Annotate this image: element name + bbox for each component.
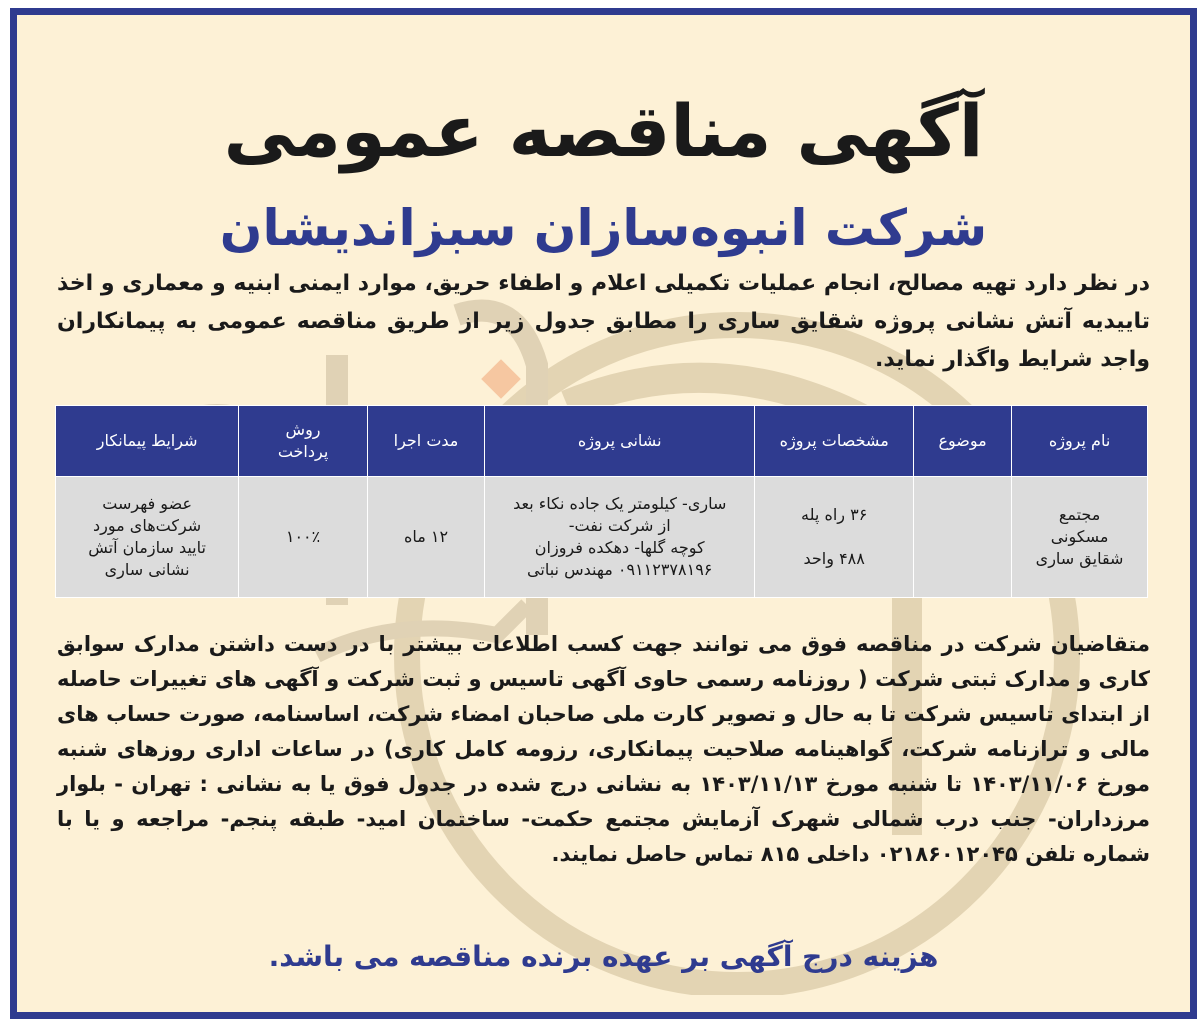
cell-project-specs: ۳۶ راه پله ۴۸۸ واحد <box>755 477 914 598</box>
table-row <box>56 477 1148 598</box>
header-project-address: نشانی پروژه <box>485 406 755 477</box>
cell-contractor-conditions: عضو فهرست شرکت‌های مورد تایید سازمان آتش نشانی ساری <box>56 477 239 598</box>
footer-note: هزینه درج آگهی بر عهده برنده مناقصه می باشد. <box>268 940 939 973</box>
cell-project-address: ساری- کیلومتر یک جاده نکاء بعد از شرکت نفت- کوچه گلها- دهکده فروزان ۰۹۱۱۲۳۷۸۱۹۶ مهندس نباتی <box>485 477 755 598</box>
notice-title: آگهی مناقصه عمومی <box>223 89 984 173</box>
header-project-specs: مشخصات پروژه <box>755 406 914 477</box>
projects-table <box>55 405 1148 598</box>
header-duration: مدت اجرا <box>367 406 484 477</box>
intro-paragraph: در نظر دارد تهیه مصالح، انجام عملیات تکمیلی اعلام و اطفاء حریق، موارد ایمنی ابنیه و معماری و اخذ تاییدیه آتش نشانی پروژه شقایق ساری را مطابق جدول زیر از طریق مناقصه عمومی به پیمانکاران واجد شرایط واگذار نماید. <box>57 271 1150 372</box>
header-project-name: نام پروژه <box>1012 406 1148 477</box>
notice-content <box>17 15 1190 1012</box>
header-subject: موضوع <box>914 406 1012 477</box>
company-name: شرکت انبوه‌سازان سبزاندیشان <box>219 199 988 257</box>
cell-project-name: مجتمع مسکونی شقایق ساری <box>1012 477 1148 598</box>
header-contractor-conditions: شرایط پیمانکار <box>56 406 239 477</box>
notice-frame <box>10 8 1197 1019</box>
body-paragraph: متقاضیان شرکت در مناقصه فوق می توانند جهت کسب اطلاعات بیشتر با در دست داشتن مدارک سوابق کاری و مدارک ثبتی شرکت ( روزنامه رسمی حاوی آگهی تاسیس و ثبت شرکت و آگهی های تغییرات حاصله از ابتدای تاسیس شرکت تا به حال و تصویر کارت ملی صاحبان امضاء شرکت، اساسنامه، صورت حساب های مالی و ترازنامه شرکت، گواهینامه صلاحیت پیمانکاری، رزومه کامل کاری) در ساعات اداری روزهای شنبه مورخ ۱۴۰۳/۱۱/۰۶ تا شنبه مورخ ۱۴۰۳/۱۱/۱۳ به نشانی درج شده در جدول فوق یا به نشانی : تهران - بلوار مرزداران- جنب درب شمالی شهرک آزمایش مجتمع حکمت- ساختمان امید- طبقه پنجم- مراجعه و یا با شماره تلفن ۰۲۱۸۶۰۱۲۰۴۵ داخلی ۸۱۵ تماس حاصل نمایند. <box>57 632 1150 866</box>
cell-subject <box>914 477 1012 598</box>
cell-duration: ۱۲ ماه <box>367 477 484 598</box>
table-header-row <box>56 406 1148 477</box>
header-payment-method: روش پرداخت <box>239 406 368 477</box>
cell-payment: ۱۰۰٪ <box>239 477 368 598</box>
